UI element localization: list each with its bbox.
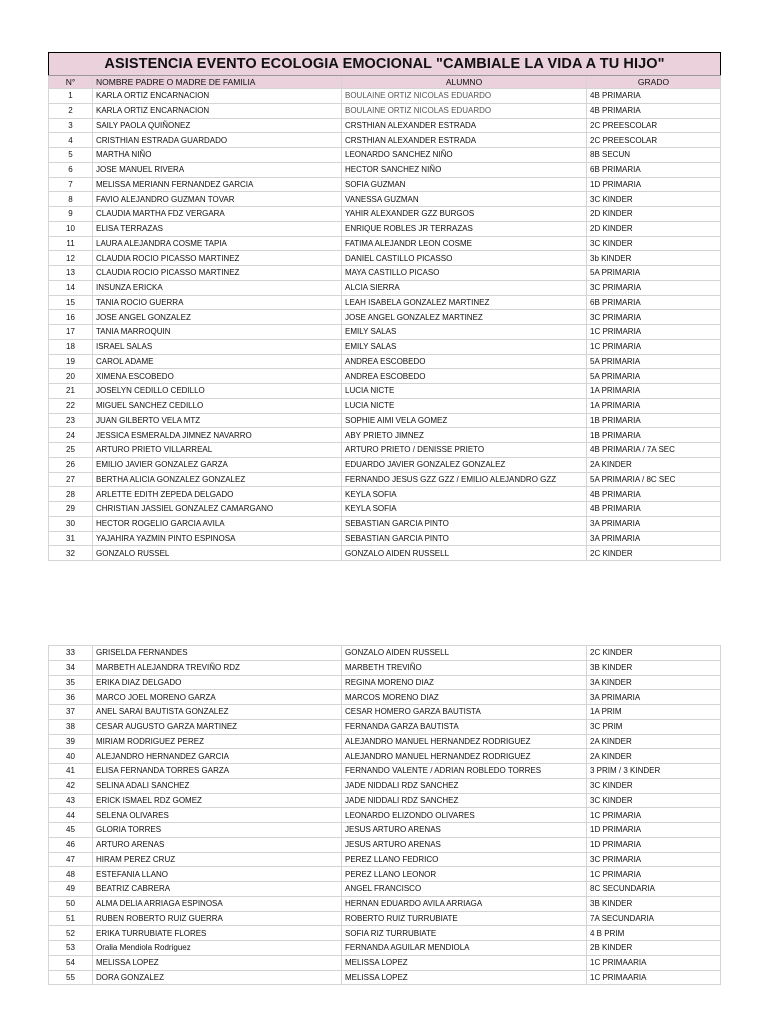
- parent-name: GRISELDA FERNANDES: [93, 646, 342, 661]
- table-row: [49, 295, 721, 310]
- row-number: 49: [49, 882, 93, 897]
- grade: 2D KINDER: [587, 207, 721, 222]
- grade: 1A PRIMARIA: [587, 398, 721, 413]
- parent-name: SELENA OLIVARES: [93, 808, 342, 823]
- grade: 3C KINDER: [587, 192, 721, 207]
- grade: 8B SECUN: [587, 148, 721, 163]
- grade: 2A KINDER: [587, 749, 721, 764]
- table-row: [49, 719, 721, 734]
- student-name: JOSE ANGEL GONZALEZ MARTINEZ: [342, 310, 587, 325]
- student-name: EMILY SALAS: [342, 339, 587, 354]
- table-row: [49, 675, 721, 690]
- grade: 3A PRIMARIA: [587, 690, 721, 705]
- student-name: SOPHIE AIMI VELA GOMEZ: [342, 413, 587, 428]
- grade: 3B KINDER: [587, 660, 721, 675]
- parent-name: YAJAHIRA YAZMIN PINTO ESPINOSA: [93, 531, 342, 546]
- parent-name: CAROL ADAME: [93, 354, 342, 369]
- table-row: [49, 764, 721, 779]
- parent-name: LAURA ALEJANDRA COSME TAPIA: [93, 236, 342, 251]
- student-name: MELISSA LOPEZ: [342, 970, 587, 985]
- student-name: MARBETH TREVIÑO: [342, 660, 587, 675]
- row-number: 8: [49, 192, 93, 207]
- parent-name: GLORIA TORRES: [93, 823, 342, 838]
- row-number: 38: [49, 719, 93, 734]
- table-row: [49, 251, 721, 266]
- table-row: [49, 852, 721, 867]
- grade: 5A PRIMARIA: [587, 369, 721, 384]
- row-number: 25: [49, 443, 93, 458]
- table-row: [49, 837, 721, 852]
- parent-name: ARTURO PRIETO VILLARREAL: [93, 443, 342, 458]
- row-number: 39: [49, 734, 93, 749]
- row-number: 42: [49, 778, 93, 793]
- grade: 2A KINDER: [587, 734, 721, 749]
- table-row: [49, 398, 721, 413]
- row-number: 35: [49, 675, 93, 690]
- grade: 8C SECUNDARIA: [587, 882, 721, 897]
- table-row: [49, 162, 721, 177]
- table-row: [49, 778, 721, 793]
- table-row: [49, 384, 721, 399]
- parent-name: ELISA FERNANDA TORRES GARZA: [93, 764, 342, 779]
- student-name: LUCIA NICTE: [342, 398, 587, 413]
- parent-name: ISRAEL SALAS: [93, 339, 342, 354]
- row-number: 9: [49, 207, 93, 222]
- grade: 1D PRIMARIA: [587, 177, 721, 192]
- student-name: KEYLA SOFIA: [342, 487, 587, 502]
- student-name: ANGEL FRANCISCO: [342, 882, 587, 897]
- table-row: [49, 955, 721, 970]
- student-name: YAHIR ALEXANDER GZZ BURGOS: [342, 207, 587, 222]
- table-row: [49, 354, 721, 369]
- row-number: 4: [49, 133, 93, 148]
- student-name: REGINA MORENO DIAZ: [342, 675, 587, 690]
- student-name: SEBASTIAN GARCIA PINTO: [342, 516, 587, 531]
- row-number: 31: [49, 531, 93, 546]
- row-number: 51: [49, 911, 93, 926]
- table-row: [49, 280, 721, 295]
- grade: 2C KINDER: [587, 546, 721, 561]
- parent-name: HIRAM PEREZ CRUZ: [93, 852, 342, 867]
- student-name: ANDREA ESCOBEDO: [342, 354, 587, 369]
- grade: 6B PRIMARIA: [587, 162, 721, 177]
- student-name: CRSTHIAN ALEXANDER ESTRADA: [342, 133, 587, 148]
- table-row: [49, 882, 721, 897]
- parent-name: Oralia Mendiola Rodriguez: [93, 941, 342, 956]
- parent-name: JOSE ANGEL GONZALEZ: [93, 310, 342, 325]
- table-row: [49, 823, 721, 838]
- grade: 5A PRIMARIA / 8C SEC: [587, 472, 721, 487]
- grade: 4B PRIMARIA / 7A SEC: [587, 443, 721, 458]
- header-parent-name: NOMBRE PADRE O MADRE DE FAMILIA: [93, 76, 342, 89]
- grade: 1A PRIMARIA: [587, 384, 721, 399]
- parent-name: MELISSA LOPEZ: [93, 955, 342, 970]
- row-number: 6: [49, 162, 93, 177]
- table-row: [49, 221, 721, 236]
- grade: 1A PRIM: [587, 705, 721, 720]
- row-number: 18: [49, 339, 93, 354]
- parent-name: TANIA MARROQUIN: [93, 325, 342, 340]
- student-name: MELISSA LOPEZ: [342, 955, 587, 970]
- student-name: EDUARDO JAVIER GONZALEZ GONZALEZ: [342, 457, 587, 472]
- table-row: [49, 413, 721, 428]
- row-number: 5: [49, 148, 93, 163]
- parent-name: BERTHA ALICIA GONZALEZ GONZALEZ: [93, 472, 342, 487]
- table-row: [49, 793, 721, 808]
- student-name: JESUS ARTURO ARENAS: [342, 823, 587, 838]
- parent-name: DORA GONZALEZ: [93, 970, 342, 985]
- parent-name: ANEL SARAI BAUTISTA GONZALEZ: [93, 705, 342, 720]
- parent-name: JUAN GILBERTO VELA MTZ: [93, 413, 342, 428]
- grade: 3C KINDER: [587, 236, 721, 251]
- parent-name: CLAUDIA ROCIO PICASSO MARTINEZ: [93, 266, 342, 281]
- table-row: [49, 705, 721, 720]
- grade: 3C KINDER: [587, 793, 721, 808]
- grade: 1C PRIMAARIA: [587, 955, 721, 970]
- table-row: [49, 325, 721, 340]
- grade: 5A PRIMARIA: [587, 354, 721, 369]
- sheet-title: ASISTENCIA EVENTO ECOLOGIA EMOCIONAL "CAMBIALE LA VIDA A TU HIJO": [49, 53, 721, 76]
- parent-name: KARLA ORTIZ ENCARNACION: [93, 89, 342, 104]
- row-number: 7: [49, 177, 93, 192]
- grade: 4B PRIMARIA: [587, 89, 721, 104]
- row-number: 20: [49, 369, 93, 384]
- parent-name: ALEJANDRO HERNANDEZ GARCIA: [93, 749, 342, 764]
- student-name: ALCIA SIERRA: [342, 280, 587, 295]
- student-name: ROBERTO RUIZ TURRUBIATE: [342, 911, 587, 926]
- header-grade: GRADO: [587, 76, 721, 89]
- parent-name: CLAUDIA ROCIO PICASSO MARTINEZ: [93, 251, 342, 266]
- table-row: [49, 428, 721, 443]
- row-number: 41: [49, 764, 93, 779]
- row-number: 16: [49, 310, 93, 325]
- row-number: 10: [49, 221, 93, 236]
- parent-name: ESTEFANIA LLANO: [93, 867, 342, 882]
- parent-name: ARLETTE EDITH ZEPEDA DELGADO: [93, 487, 342, 502]
- row-number: 17: [49, 325, 93, 340]
- row-number: 21: [49, 384, 93, 399]
- grade: 3b KINDER: [587, 251, 721, 266]
- header-row: [49, 76, 721, 89]
- grade: 3C PRIM: [587, 719, 721, 734]
- student-name: FERNANDO VALENTE / ADRIAN ROBLEDO TORRES: [342, 764, 587, 779]
- parent-name: ERICK ISMAEL RDZ GOMEZ: [93, 793, 342, 808]
- table-row: [49, 443, 721, 458]
- parent-name: MARBETH ALEJANDRA TREVIÑO RDZ: [93, 660, 342, 675]
- row-number: 43: [49, 793, 93, 808]
- grade: 3A KINDER: [587, 675, 721, 690]
- row-number: 37: [49, 705, 93, 720]
- table-row: [49, 487, 721, 502]
- table-row: [49, 148, 721, 163]
- grade: 1C PRIMAARIA: [587, 970, 721, 985]
- table-row: [49, 690, 721, 705]
- table-row: [49, 89, 721, 104]
- row-number: 11: [49, 236, 93, 251]
- table-row: [49, 118, 721, 133]
- table-row: [49, 207, 721, 222]
- table-row: [49, 660, 721, 675]
- grade: 2C KINDER: [587, 646, 721, 661]
- student-name: GONZALO AIDEN RUSSELL: [342, 646, 587, 661]
- row-number: 12: [49, 251, 93, 266]
- grade: 3A PRIMARIA: [587, 531, 721, 546]
- student-name: GONZALO AIDEN RUSSELL: [342, 546, 587, 561]
- row-number: 32: [49, 546, 93, 561]
- parent-name: MARCO JOEL MORENO GARZA: [93, 690, 342, 705]
- parent-name: JOSELYN CEDILLO CEDILLO: [93, 384, 342, 399]
- student-name: KEYLA SOFIA: [342, 502, 587, 517]
- grade: 2C PREESCOLAR: [587, 118, 721, 133]
- student-name: MAYA CASTILLO PICASO: [342, 266, 587, 281]
- table-row: [49, 646, 721, 661]
- grade: 3B KINDER: [587, 896, 721, 911]
- student-name: LEONARDO SANCHEZ NIÑO: [342, 148, 587, 163]
- table-row: [49, 457, 721, 472]
- student-name: HECTOR SANCHEZ NIÑO: [342, 162, 587, 177]
- table-row: [49, 266, 721, 281]
- parent-name: EMILIO JAVIER GONZALEZ GARZA: [93, 457, 342, 472]
- row-number: 47: [49, 852, 93, 867]
- grade: 3C KINDER: [587, 778, 721, 793]
- row-number: 48: [49, 867, 93, 882]
- student-name: HERNAN EDUARDO AVILA ARRIAGA: [342, 896, 587, 911]
- table-row: [49, 192, 721, 207]
- grade: 5A PRIMARIA: [587, 266, 721, 281]
- parent-name: MIRIAM RODRIGUEZ PEREZ: [93, 734, 342, 749]
- row-number: 22: [49, 398, 93, 413]
- parent-name: CRISTHIAN ESTRADA GUARDADO: [93, 133, 342, 148]
- header-student: ALUMNO: [342, 76, 587, 89]
- student-name: EMILY SALAS: [342, 325, 587, 340]
- row-number: 46: [49, 837, 93, 852]
- student-name: CRSTHIAN ALEXANDER ESTRADA: [342, 118, 587, 133]
- parent-name: BEATRIZ CABRERA: [93, 882, 342, 897]
- grade: 3 PRIM / 3 KINDER: [587, 764, 721, 779]
- student-name: FERNANDO JESUS GZZ GZZ / EMILIO ALEJANDRO GZZ: [342, 472, 587, 487]
- grade: 4 B PRIM: [587, 926, 721, 941]
- grade: 1C PRIMARIA: [587, 325, 721, 340]
- grade: 2A KINDER: [587, 457, 721, 472]
- row-number: 45: [49, 823, 93, 838]
- student-name: MARCOS MORENO DIAZ: [342, 690, 587, 705]
- attendance-table-page-2: [48, 645, 720, 985]
- parent-name: JOSE MANUEL RIVERA: [93, 162, 342, 177]
- student-name: PEREZ LLANO FEDRICO: [342, 852, 587, 867]
- parent-name: MARTHA NIÑO: [93, 148, 342, 163]
- table-row: [49, 369, 721, 384]
- table-row: [49, 236, 721, 251]
- row-number: 14: [49, 280, 93, 295]
- student-name: SOFIA RIZ TURRUBIATE: [342, 926, 587, 941]
- parent-name: MELISSA MERIANN FERNANDEZ GARCIA: [93, 177, 342, 192]
- grade: 1D PRIMARIA: [587, 837, 721, 852]
- student-name: PEREZ LLANO LEONOR: [342, 867, 587, 882]
- student-name: DANIEL CASTILLO PICASSO: [342, 251, 587, 266]
- table-row: [49, 970, 721, 985]
- student-name: ENRIQUE ROBLES JR TERRAZAS: [342, 221, 587, 236]
- table-row: [49, 472, 721, 487]
- row-number: 33: [49, 646, 93, 661]
- row-number: 30: [49, 516, 93, 531]
- row-number: 54: [49, 955, 93, 970]
- parent-name: TANIA ROCIO GUERRA: [93, 295, 342, 310]
- parent-name: ELISA TERRAZAS: [93, 221, 342, 236]
- student-name: VANESSA GUZMAN: [342, 192, 587, 207]
- table-row: [49, 734, 721, 749]
- student-name: ABY PRIETO JIMNEZ: [342, 428, 587, 443]
- student-name: JADE NIDDALI RDZ SANCHEZ: [342, 793, 587, 808]
- table-row: [49, 339, 721, 354]
- student-name: BOULAINE ORTIZ NICOLAS EDUARDO: [342, 89, 587, 104]
- parent-name: CESAR AUGUSTO GARZA MARTINEZ: [93, 719, 342, 734]
- student-name: LUCIA NICTE: [342, 384, 587, 399]
- parent-name: ARTURO ARENAS: [93, 837, 342, 852]
- grade: 2C PREESCOLAR: [587, 133, 721, 148]
- row-number: 1: [49, 89, 93, 104]
- student-name: BOULAINE ORTIZ NICOLAS EDUARDO: [342, 103, 587, 118]
- grade: 2D KINDER: [587, 221, 721, 236]
- grade: 4B PRIMARIA: [587, 487, 721, 502]
- row-number: 36: [49, 690, 93, 705]
- attendance-table-page-1: [48, 52, 720, 561]
- table-row: [49, 808, 721, 823]
- parent-name: FAVIO ALEJANDRO GUZMAN TOVAR: [93, 192, 342, 207]
- grade: 2B KINDER: [587, 941, 721, 956]
- row-number: 34: [49, 660, 93, 675]
- parent-name: RUBEN ROBERTO RUIZ GUERRA: [93, 911, 342, 926]
- table-row: [49, 546, 721, 561]
- parent-name: KARLA ORTIZ ENCARNACION: [93, 103, 342, 118]
- parent-name: MIGUEL SANCHEZ CEDILLO: [93, 398, 342, 413]
- row-number: 13: [49, 266, 93, 281]
- grade: 3C PRIMARIA: [587, 310, 721, 325]
- parent-name: SAILY PAOLA QUIÑONEZ: [93, 118, 342, 133]
- row-number: 23: [49, 413, 93, 428]
- row-number: 26: [49, 457, 93, 472]
- student-name: JESUS ARTURO ARENAS: [342, 837, 587, 852]
- grade: 1D PRIMARIA: [587, 823, 721, 838]
- student-name: CESAR HOMERO GARZA BAUTISTA: [342, 705, 587, 720]
- grade: 3C PRIMARIA: [587, 280, 721, 295]
- table-row: [49, 941, 721, 956]
- student-name: LEAH ISABELA GONZALEZ MARTINEZ: [342, 295, 587, 310]
- student-name: JADE NIDDALI RDZ SANCHEZ: [342, 778, 587, 793]
- table-row: [49, 896, 721, 911]
- table-row: [49, 867, 721, 882]
- grade: 1C PRIMARIA: [587, 339, 721, 354]
- table-row: [49, 103, 721, 118]
- student-name: ALEJANDRO MANUEL HERNANDEZ RODRIGUEZ: [342, 734, 587, 749]
- row-number: 50: [49, 896, 93, 911]
- parent-name: ERIKA TURRUBIATE FLORES: [93, 926, 342, 941]
- row-number: 15: [49, 295, 93, 310]
- header-number: N°: [49, 76, 93, 89]
- student-name: SEBASTIAN GARCIA PINTO: [342, 531, 587, 546]
- parent-name: JESSICA ESMERALDA JIMNEZ NAVARRO: [93, 428, 342, 443]
- table-row: [49, 749, 721, 764]
- grade: 1C PRIMARIA: [587, 867, 721, 882]
- student-name: ALEJANDRO MANUEL HERNANDEZ RODRIGUEZ: [342, 749, 587, 764]
- student-name: ANDREA ESCOBEDO: [342, 369, 587, 384]
- table-row: [49, 133, 721, 148]
- table-row: [49, 502, 721, 517]
- table-row: [49, 531, 721, 546]
- row-number: 19: [49, 354, 93, 369]
- table-row: [49, 177, 721, 192]
- row-number: 27: [49, 472, 93, 487]
- student-name: FERNANDA GARZA BAUTISTA: [342, 719, 587, 734]
- student-name: FATIMA ALEJANDR LEON COSME: [342, 236, 587, 251]
- row-number: 29: [49, 502, 93, 517]
- grade: 6B PRIMARIA: [587, 295, 721, 310]
- grade: 1C PRIMARIA: [587, 808, 721, 823]
- parent-name: INSUNZA ERICKA: [93, 280, 342, 295]
- grade: 1B PRIMARIA: [587, 428, 721, 443]
- row-number: 53: [49, 941, 93, 956]
- student-name: LEONARDO ELIZONDO OLIVARES: [342, 808, 587, 823]
- grade: 4B PRIMARIA: [587, 103, 721, 118]
- row-number: 24: [49, 428, 93, 443]
- grade: 3A PRIMARIA: [587, 516, 721, 531]
- parent-name: ALMA DELIA ARRIAGA ESPINOSA: [93, 896, 342, 911]
- grade: 1B PRIMARIA: [587, 413, 721, 428]
- table-row: [49, 911, 721, 926]
- parent-name: ERIKA DIAZ DELGADO: [93, 675, 342, 690]
- parent-name: CHRISTIAN JASSIEL GONZALEZ CAMARGANO: [93, 502, 342, 517]
- student-name: ARTURO PRIETO / DENISSE PRIETO: [342, 443, 587, 458]
- grade: 4B PRIMARIA: [587, 502, 721, 517]
- row-number: 2: [49, 103, 93, 118]
- table-row: [49, 926, 721, 941]
- row-number: 40: [49, 749, 93, 764]
- parent-name: GONZALO RUSSEL: [93, 546, 342, 561]
- row-number: 28: [49, 487, 93, 502]
- row-number: 52: [49, 926, 93, 941]
- grade: 3C PRIMARIA: [587, 852, 721, 867]
- row-number: 3: [49, 118, 93, 133]
- parent-name: HECTOR ROGELIO GARCIA AVILA: [93, 516, 342, 531]
- grade: 7A SECUNDARIA: [587, 911, 721, 926]
- table-row: [49, 310, 721, 325]
- parent-name: SELINA ADALI SANCHEZ: [93, 778, 342, 793]
- student-name: SOFIA GUZMAN: [342, 177, 587, 192]
- student-name: FERNANDA AGUILAR MENDIOLA: [342, 941, 587, 956]
- table-row: [49, 516, 721, 531]
- row-number: 55: [49, 970, 93, 985]
- parent-name: CLAUDIA MARTHA FDZ VERGARA: [93, 207, 342, 222]
- row-number: 44: [49, 808, 93, 823]
- parent-name: XIMENA ESCOBEDO: [93, 369, 342, 384]
